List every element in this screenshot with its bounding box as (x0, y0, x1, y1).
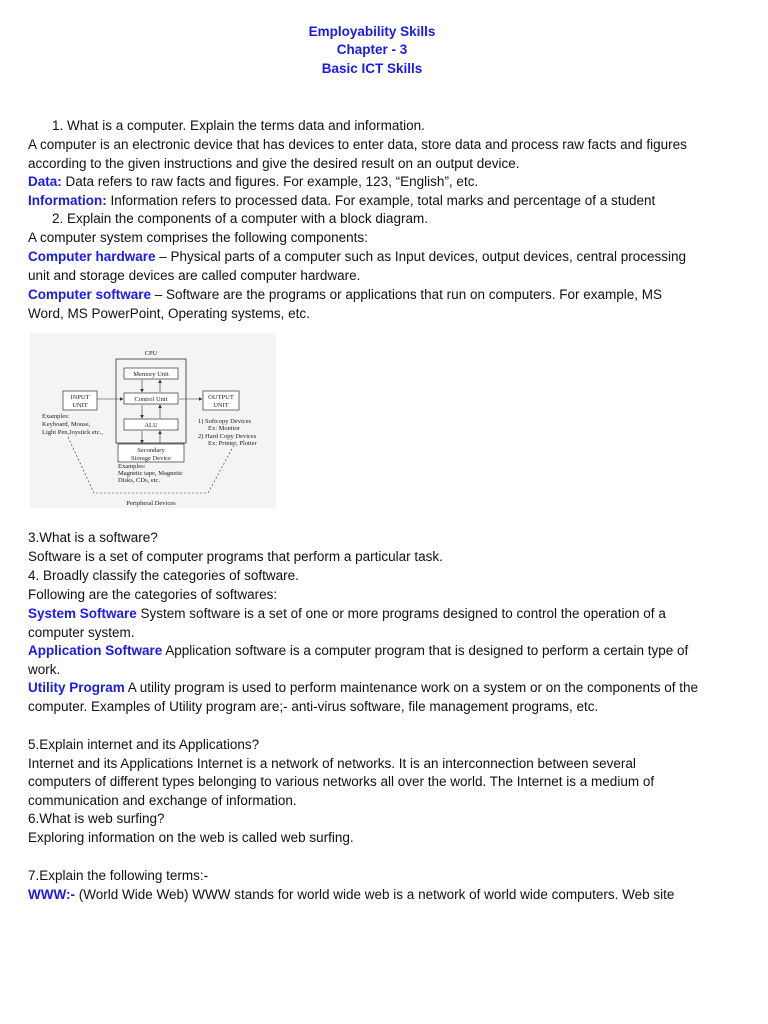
components-intro: A computer system comprises the following components: (28, 230, 368, 245)
peripheral-devices-label: Peripheral Devices (126, 500, 176, 507)
question-6: 6.What is web surfing? (28, 811, 165, 826)
answer-5-line-1: Internet and its Applications Internet is a network of networks. It is an interconnection between several (28, 756, 636, 771)
application-software-label: Application Software (28, 643, 163, 658)
hardware-text: – Physical parts of a computer such as Input devices, output devices, central processing (155, 249, 687, 264)
www-text: (World Wide Web) WWW stands for world wide web is a network of world wide computers. Web site (74, 887, 675, 902)
answer-3: Software is a set of computer programs that perform a particular task. (28, 549, 443, 564)
answer-1-line-2: according to the given instructions and give the desired result on an output device. (28, 156, 520, 171)
categories-intro: Following are the categories of softwares: (28, 587, 278, 602)
hardware-label: Computer hardware (28, 249, 156, 264)
answer-5-line-3: communication and exchange of information. (28, 793, 297, 808)
software-label: Computer software (28, 287, 152, 302)
question-1: 1. What is a computer. Explain the terms data and information. (52, 118, 425, 133)
software-line-1 (28, 286, 662, 304)
system-software-text: System software is a set of one or more programs designed to control the operation of a (136, 606, 666, 621)
utility-program-text: A utility program is used to perform maintenance work on a system or on the components of the (124, 680, 699, 695)
question-4: 4. Broadly classify the categories of software. (28, 568, 299, 583)
storage-examples-1: Examples: (118, 463, 146, 470)
cpu-label: CPU (144, 350, 158, 357)
system-software-line-2: computer system. (28, 625, 135, 640)
www-label: WWW:- (28, 887, 75, 902)
information-text: Information refers to processed data. For example, total marks and percentage of a student (106, 193, 656, 208)
question-5: 5.Explain internet and its Applications? (28, 737, 260, 752)
information-definition (28, 192, 655, 210)
output-examples-3: 2) Hard Copy Devices (198, 433, 257, 440)
chapter-number: Chapter - 3 (336, 42, 408, 57)
information-label: Information: (28, 193, 107, 208)
answer-5-line-2: computers of different types belonging to various networks all over the world. The Internet is a medium of (28, 774, 655, 789)
input-examples-1: Examples: (42, 413, 70, 420)
chapter-title: Basic ICT Skills (321, 61, 423, 76)
software-line-2: Word, MS PowerPoint, Operating systems, etc. (28, 306, 310, 321)
utility-program-line-2: computer. Examples of Utility program are;- anti-virus software, file management programs, etc. (28, 699, 599, 714)
output-examples-2: Ex: Monitor (208, 425, 240, 432)
question-7: 7.Explain the following terms:- (28, 868, 209, 883)
application-software-text: Application software is a computer program that is designed to perform a certain type of (162, 643, 689, 658)
storage-examples-3: Disks, CDs, etc. (118, 477, 161, 484)
data-label: Data: (28, 174, 62, 189)
input-examples-3: Light Pen,Joystick etc., (42, 429, 103, 436)
memory-unit-label: Memory Unit (133, 371, 169, 378)
question-3: 3.What is a software? (28, 530, 158, 545)
system-software-line-1 (28, 605, 666, 623)
hardware-line-2: unit and storage devices are called computer hardware. (28, 268, 361, 283)
output-examples-4: Ex: Printer, Plotter (208, 440, 257, 447)
application-software-line-1 (28, 642, 688, 660)
answer-6: Exploring information on the web is called web surfing. (28, 830, 354, 845)
computer-block-diagram (30, 333, 276, 508)
data-definition (28, 173, 478, 191)
www-definition (28, 886, 674, 904)
input-unit-label-2: UNIT (72, 402, 88, 409)
input-unit-label-1: INPUT (70, 394, 90, 401)
hardware-line-1 (28, 248, 686, 266)
document-title: Employability Skills (308, 24, 436, 39)
data-text: Data refers to raw facts and figures. For example, 123, “English”, etc. (61, 174, 479, 189)
application-software-line-2: work. (28, 662, 61, 677)
system-software-label: System Software (28, 606, 137, 621)
question-2: 2. Explain the components of a computer with a block diagram. (52, 211, 428, 226)
control-unit-label: Control Unit (134, 396, 168, 403)
input-examples-2: Keyboard, Mouse, (42, 421, 91, 428)
storage-examples-2: Magnetic tape, Magnetic (118, 470, 183, 477)
alu-label: ALU (144, 422, 158, 429)
answer-1-line-1: A computer is an electronic device that has devices to enter data, store data and process raw facts and figures (28, 137, 687, 152)
utility-program-label: Utility Program (28, 680, 125, 695)
output-unit-label-2: UNIT (213, 402, 229, 409)
output-examples-1: 1) Softcopy Devices (198, 418, 252, 425)
utility-program-line-1 (28, 679, 698, 697)
secondary-storage-label-1: Secondary (137, 447, 165, 454)
software-text: – Software are the programs or applications that run on computers. For example, MS (151, 287, 663, 302)
output-unit-label-1: OUTPUT (208, 394, 234, 401)
secondary-storage-label-2: Storage Device (131, 455, 171, 462)
